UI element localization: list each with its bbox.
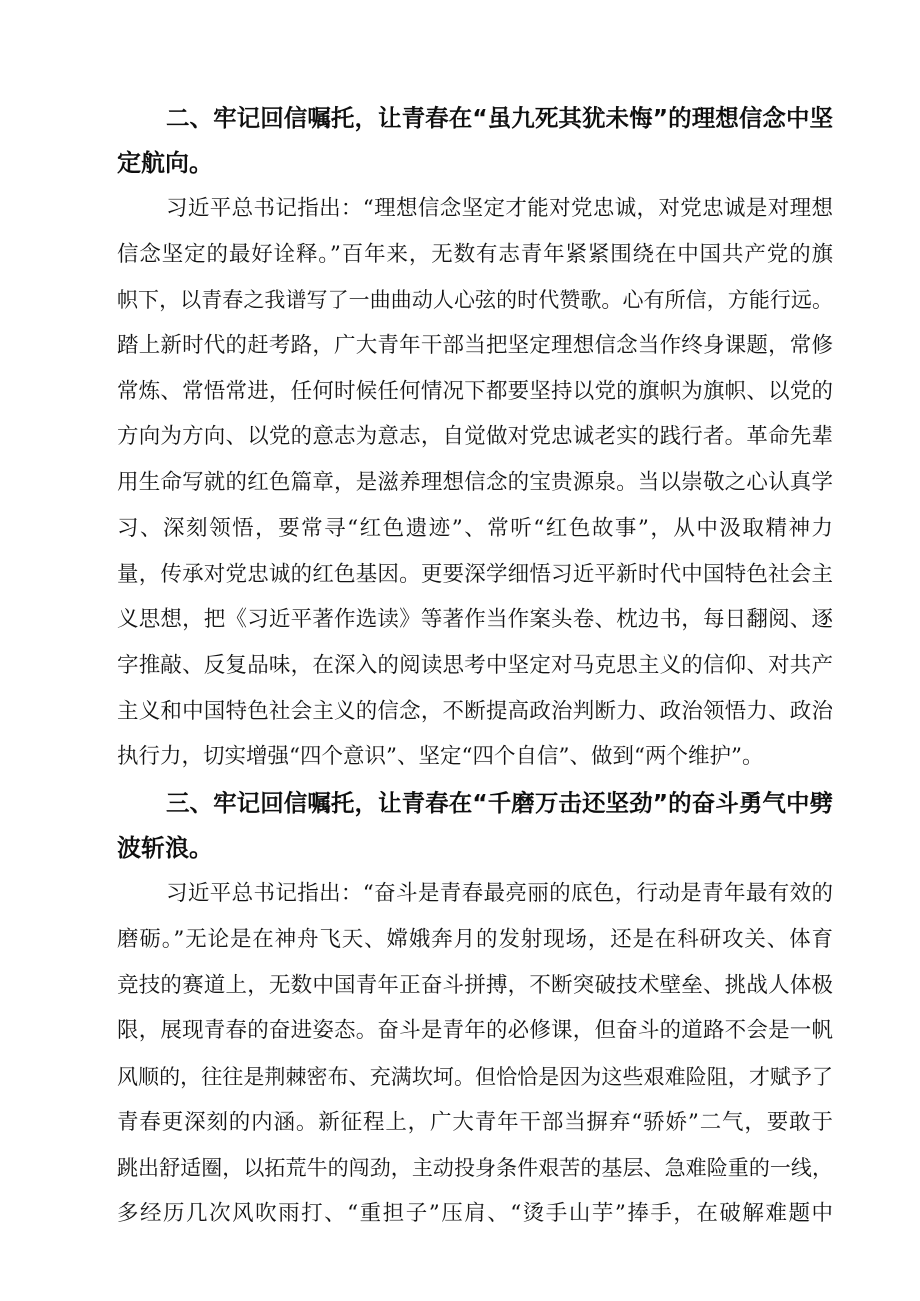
- section3-heading-line-1: 三、牢记回信嘱托，让青春在“千磨万击还坚劲”的奋斗勇气中劈: [166, 789, 833, 817]
- section2-body-line-9: 量，传承对党忠诚的红色基因。更要深学细悟习近平新时代中国特色社会主: [117, 562, 833, 587]
- section2-body-line-3: 帜下，以青春之我谱写了一曲曲动人心弦的时代赞歌。心有所信，方能行远。: [117, 288, 833, 312]
- section2-body-line-4: 踏上新时代的赶考路，广大青年干部当把坚定理想信念当作终身课题，常修: [117, 333, 833, 358]
- section3-body-line-5: 风顺的，往往是荆棘密布、充满坎坷。但恰恰是因为这些艰难险阻，才赋予了: [117, 1065, 833, 1089]
- section2-body-line-7: 用生命写就的红色篇章，是滋养理想信念的宝贵源泉。当以崇敬之心认真学: [117, 470, 833, 495]
- section2-heading-line-2: 定航向。: [117, 149, 213, 177]
- section2-body-line-1: 习近平总书记指出：“理想信念坚定才能对党忠诚，对党忠诚是对理想: [166, 196, 833, 221]
- section2-body-line-2: 信念坚定的最好诠释。”百年来，无数有志青年紧紧围绕在中国共产党的旗: [117, 242, 833, 267]
- section2-body-line-11: 字推敲、反复品味，在深入的阅读思考中坚定对马克思主义的信仰、对共产: [117, 653, 833, 678]
- section2-heading-line-1: 二、牢记回信嘱托，让青春在“虽九死其犹未悔”的理想信念中坚: [166, 104, 833, 132]
- section3-body-line-8: 多经历几次风吹雨打、“重担子”压肩、“烫手山芋”捧手，在破解难题中: [117, 1201, 833, 1226]
- section2-body-line-13: 执行力，切实增强“四个意识”、坚定“四个自信”、做到“两个维护”。: [117, 744, 764, 769]
- section2-body-line-8: 习、深刻领悟，要常寻“红色遗迹”、常听“红色故事”，从中汲取精神力: [117, 516, 833, 541]
- section2-body-line-10: 义思想，把《习近平著作选读》等著作当作案头卷、枕边书，每日翻阅、逐: [117, 607, 833, 632]
- section3-heading-line-2: 波斩浪。: [117, 834, 213, 862]
- section3-body-line-6: 青春更深刻的内涵。新征程上，广大青年干部当摒弃“骄娇”二气，要敢于: [117, 1110, 833, 1135]
- section2-body-line-12: 主义和中国特色社会主义的信念，不断提高政治判断力、政治领悟力、政治: [117, 699, 833, 724]
- section3-body-line-1: 习近平总书记指出：“奋斗是青春最亮丽的底色，行动是青年最有效的: [166, 881, 833, 906]
- section2-body-line-6: 方向为方向、以党的意志为意志，自觉做对党忠诚老实的践行者。革命先辈: [117, 424, 833, 449]
- section3-body-line-3: 竞技的赛道上，无数中国青年正奋斗拼搏，不断突破技术壁垒、挑战人体极: [117, 973, 833, 998]
- section3-body-line-2: 磨砺。”无论是在神舟飞天、嫦娥奔月的发射现场，还是在科研攻关、体育: [117, 927, 833, 952]
- section3-body-line-7: 跳出舒适圈，以拓荒牛的闯劲，主动投身条件艰苦的基层、急难险重的一线，: [117, 1156, 833, 1180]
- section2-body-line-5: 常炼、常悟常进，任何时候任何情况下都要坚持以党的旗帜为旗帜、以党的: [117, 379, 833, 404]
- section3-body-line-4: 限，展现青春的奋进姿态。奋斗是青年的必修课，但奋斗的道路不会是一帆: [117, 1018, 833, 1043]
